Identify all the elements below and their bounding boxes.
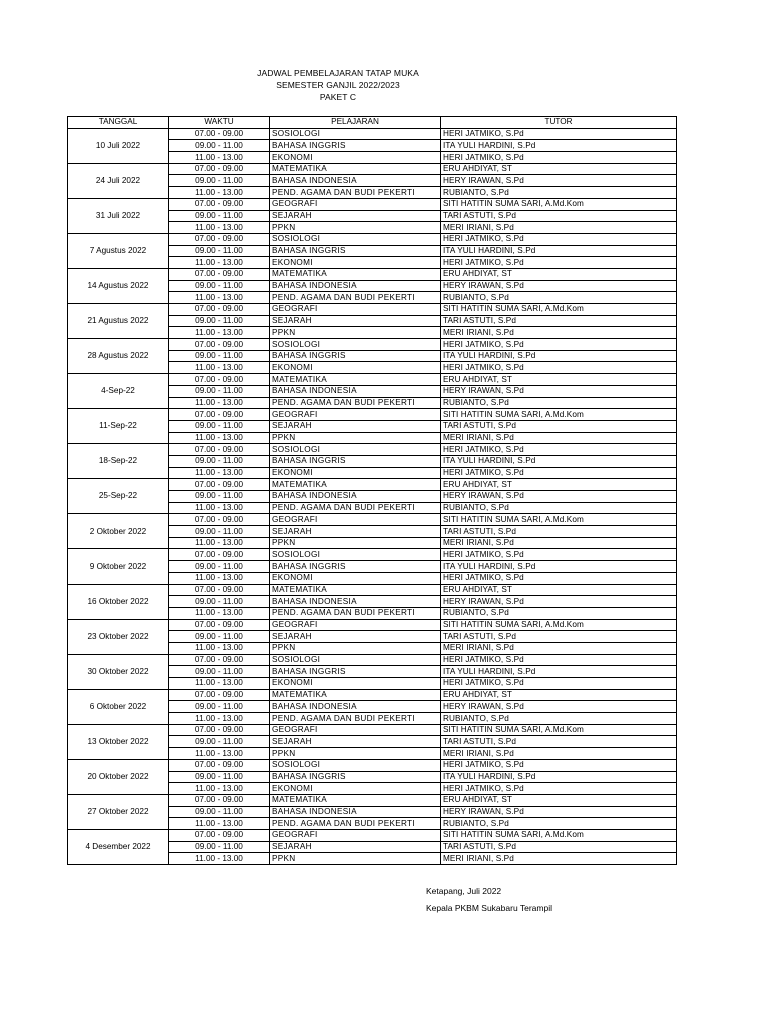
date-cell: 24 Juli 2022 <box>68 163 169 198</box>
time-cell: 11.00 - 13.00 <box>169 713 270 725</box>
subject-cell: PEND. AGAMA DAN BUDI PEKERTI <box>270 397 441 409</box>
tutor-cell: MERI IRIANI, S.Pd <box>441 537 677 549</box>
package-label: PAKET C <box>319 92 357 102</box>
subject-cell: PPKN <box>270 222 441 234</box>
tutor-cell: ERU AHDIYAT, ST <box>441 689 677 701</box>
time-cell: 09.00 - 11.00 <box>169 841 270 853</box>
subject-cell: GEOGRAFI <box>270 198 441 210</box>
tutor-cell: ITA YULI HARDINI, S.Pd <box>441 455 677 467</box>
date-cell: 28 Agustus 2022 <box>68 339 169 374</box>
tutor-cell: HERI JATMIKO, S.Pd <box>441 572 677 584</box>
subject-cell: EKONOMI <box>270 572 441 584</box>
tutor-cell: TARI ASTUTI, S.Pd <box>441 736 677 748</box>
time-cell: 09.00 - 11.00 <box>169 245 270 257</box>
table-header-row <box>68 117 677 129</box>
time-cell: 11.00 - 13.00 <box>169 537 270 549</box>
tutor-cell: MERI IRIANI, S.Pd <box>441 327 677 339</box>
tutor-cell: HERY IRAWAN, S.Pd <box>441 175 677 187</box>
table-row <box>68 409 677 421</box>
subject-cell: BAHASA INGGRIS <box>270 771 441 783</box>
table-row <box>68 619 677 631</box>
time-cell: 07.00 - 09.00 <box>169 479 270 491</box>
date-cell: 27 Oktober 2022 <box>68 794 169 829</box>
subject-cell: PPKN <box>270 642 441 654</box>
tutor-cell: ERU AHDIYAT, ST <box>441 268 677 280</box>
subject-cell: SOSIOLOGI <box>270 339 441 351</box>
subject-cell: BAHASA INGGRIS <box>270 455 441 467</box>
date-cell: 11-Sep-22 <box>68 409 169 444</box>
tutor-cell: ITA YULI HARDINI, S.Pd <box>441 561 677 573</box>
date-cell: 20 Oktober 2022 <box>68 759 169 794</box>
tutor-cell: HERY IRAWAN, S.Pd <box>441 491 677 503</box>
subject-cell: BAHASA INDONESIA <box>270 701 441 713</box>
tutor-cell: HERI JATMIKO, S.Pd <box>441 759 677 771</box>
tutor-cell: HERY IRAWAN, S.Pd <box>441 596 677 608</box>
time-cell: 11.00 - 13.00 <box>169 362 270 374</box>
subject-cell: EKONOMI <box>270 362 441 374</box>
time-cell: 07.00 - 09.00 <box>169 829 270 841</box>
time-cell: 11.00 - 13.00 <box>169 222 270 234</box>
date-cell: 9 Oktober 2022 <box>68 549 169 584</box>
time-cell: 11.00 - 13.00 <box>169 607 270 619</box>
subject-cell: BAHASA INDONESIA <box>270 596 441 608</box>
tutor-cell: ITA YULI HARDINI, S.Pd <box>441 666 677 678</box>
date-cell: 10 Juli 2022 <box>68 128 169 163</box>
tutor-cell: MERI IRIANI, S.Pd <box>441 748 677 760</box>
time-cell: 07.00 - 09.00 <box>169 514 270 526</box>
tutor-cell: TARI ASTUTI, S.Pd <box>441 631 677 643</box>
tutor-cell: SITI HATITIN SUMA SARI, A.Md.Kom <box>441 514 677 526</box>
time-cell: 11.00 - 13.00 <box>169 257 270 269</box>
time-cell: 11.00 - 13.00 <box>169 572 270 584</box>
time-cell: 07.00 - 09.00 <box>169 654 270 666</box>
date-cell: 2 Oktober 2022 <box>68 514 169 549</box>
table-row <box>68 549 677 561</box>
table-row <box>68 514 677 526</box>
subject-cell: MATEMATIKA <box>270 163 441 175</box>
subject-cell: BAHASA INDONESIA <box>270 385 441 397</box>
tutor-cell: MERI IRIANI, S.Pd <box>441 642 677 654</box>
time-cell: 09.00 - 11.00 <box>169 280 270 292</box>
subject-cell: GEOGRAFI <box>270 514 441 526</box>
time-cell: 07.00 - 09.00 <box>169 268 270 280</box>
tutor-cell: ITA YULI HARDINI, S.Pd <box>441 245 677 257</box>
subject-cell: SEJARAH <box>270 420 441 432</box>
table-row <box>68 689 677 701</box>
time-cell: 09.00 - 11.00 <box>169 455 270 467</box>
subject-cell: MATEMATIKA <box>270 584 441 596</box>
subject-cell: MATEMATIKA <box>270 689 441 701</box>
tutor-cell: HERI JATMIKO, S.Pd <box>441 233 677 245</box>
tutor-cell: TARI ASTUTI, S.Pd <box>441 841 677 853</box>
time-cell: 11.00 - 13.00 <box>169 818 270 830</box>
time-cell: 11.00 - 13.00 <box>169 397 270 409</box>
table-row <box>68 233 677 245</box>
tutor-cell: TARI ASTUTI, S.Pd <box>441 315 677 327</box>
subject-cell: BAHASA INGGRIS <box>270 350 441 362</box>
tutor-cell: HERI JATMIKO, S.Pd <box>441 549 677 561</box>
tutor-cell: TARI ASTUTI, S.Pd <box>441 420 677 432</box>
tutor-cell: MERI IRIANI, S.Pd <box>441 432 677 444</box>
subject-cell: PPKN <box>270 748 441 760</box>
time-cell: 09.00 - 11.00 <box>169 561 270 573</box>
time-cell: 07.00 - 09.00 <box>169 584 270 596</box>
subject-cell: PEND. AGAMA DAN BUDI PEKERTI <box>270 818 441 830</box>
subject-cell: SOSIOLOGI <box>270 444 441 456</box>
table-row <box>68 724 677 736</box>
time-cell: 09.00 - 11.00 <box>169 771 270 783</box>
subject-cell: EKONOMI <box>270 257 441 269</box>
time-cell: 11.00 - 13.00 <box>169 467 270 479</box>
subject-cell: GEOGRAFI <box>270 829 441 841</box>
table-row <box>68 163 677 175</box>
tutor-cell: HERI JATMIKO, S.Pd <box>441 152 677 164</box>
tutor-cell: HERI JATMIKO, S.Pd <box>441 339 677 351</box>
time-cell: 09.00 - 11.00 <box>169 210 270 222</box>
tutor-cell: RUBIANTO, S.Pd <box>441 818 677 830</box>
time-cell: 11.00 - 13.00 <box>169 292 270 304</box>
subject-cell: PEND. AGAMA DAN BUDI PEKERTI <box>270 607 441 619</box>
subject-cell: SEJARAH <box>270 315 441 327</box>
tutor-cell: HERI JATMIKO, S.Pd <box>441 444 677 456</box>
table-row <box>68 198 677 210</box>
table-row <box>68 268 677 280</box>
time-cell: 11.00 - 13.00 <box>169 187 270 199</box>
tutor-cell: MERI IRIANI, S.Pd <box>441 853 677 865</box>
schedule-table <box>67 116 677 865</box>
subject-cell: SOSIOLOGI <box>270 654 441 666</box>
date-cell: 16 Oktober 2022 <box>68 584 169 619</box>
time-cell: 09.00 - 11.00 <box>169 596 270 608</box>
subject-cell: PPKN <box>270 327 441 339</box>
date-cell: 18-Sep-22 <box>68 444 169 479</box>
subject-cell: MATEMATIKA <box>270 794 441 806</box>
subject-cell: EKONOMI <box>270 467 441 479</box>
table-row <box>68 584 677 596</box>
tutor-cell: HERI JATMIKO, S.Pd <box>441 467 677 479</box>
time-cell: 11.00 - 13.00 <box>169 502 270 514</box>
subject-cell: SOSIOLOGI <box>270 759 441 771</box>
tutor-cell: RUBIANTO, S.Pd <box>441 397 677 409</box>
subject-cell: MATEMATIKA <box>270 374 441 386</box>
subject-cell: PPKN <box>270 432 441 444</box>
tutor-cell: HERY IRAWAN, S.Pd <box>441 701 677 713</box>
time-cell: 07.00 - 09.00 <box>169 444 270 456</box>
date-cell: 13 Oktober 2022 <box>68 724 169 759</box>
date-cell: 14 Agustus 2022 <box>68 268 169 303</box>
subject-cell: SEJARAH <box>270 841 441 853</box>
tutor-cell: RUBIANTO, S.Pd <box>441 292 677 304</box>
subject-cell: BAHASA INDONESIA <box>270 280 441 292</box>
time-cell: 09.00 - 11.00 <box>169 491 270 503</box>
time-cell: 09.00 - 11.00 <box>169 526 270 538</box>
subject-cell: EKONOMI <box>270 678 441 690</box>
table-row <box>68 128 677 140</box>
time-cell: 09.00 - 11.00 <box>169 631 270 643</box>
time-cell: 07.00 - 09.00 <box>169 339 270 351</box>
time-cell: 11.00 - 13.00 <box>169 432 270 444</box>
tutor-cell: MERI IRIANI, S.Pd <box>441 222 677 234</box>
table-row <box>68 374 677 386</box>
date-cell: 23 Oktober 2022 <box>68 619 169 654</box>
tutor-cell: ITA YULI HARDINI, S.Pd <box>441 350 677 362</box>
table-row <box>68 829 677 841</box>
signature-place-date: Ketapang, Juli 2022 <box>426 886 502 896</box>
time-cell: 09.00 - 11.00 <box>169 385 270 397</box>
tutor-cell: HERI JATMIKO, S.Pd <box>441 128 677 140</box>
subject-cell: GEOGRAFI <box>270 619 441 631</box>
time-cell: 11.00 - 13.00 <box>169 678 270 690</box>
tutor-cell: SITI HATITIN SUMA SARI, A.Md.Kom <box>441 619 677 631</box>
subject-cell: BAHASA INDONESIA <box>270 806 441 818</box>
time-cell: 07.00 - 09.00 <box>169 409 270 421</box>
tutor-cell: HERI JATMIKO, S.Pd <box>441 678 677 690</box>
tutor-cell: SITI HATITIN SUMA SARI, A.Md.Kom <box>441 724 677 736</box>
subject-cell: SOSIOLOGI <box>270 549 441 561</box>
subject-cell: EKONOMI <box>270 783 441 795</box>
time-cell: 11.00 - 13.00 <box>169 327 270 339</box>
subject-cell: GEOGRAFI <box>270 304 441 316</box>
time-cell: 09.00 - 11.00 <box>169 350 270 362</box>
subject-cell: PPKN <box>270 537 441 549</box>
time-cell: 07.00 - 09.00 <box>169 619 270 631</box>
tutor-cell: HERI JATMIKO, S.Pd <box>441 654 677 666</box>
time-cell: 07.00 - 09.00 <box>169 163 270 175</box>
time-cell: 07.00 - 09.00 <box>169 689 270 701</box>
tutor-cell: RUBIANTO, S.Pd <box>441 187 677 199</box>
date-cell: 31 Juli 2022 <box>68 198 169 233</box>
document-title: JADWAL PEMBELAJARAN TATAP MUKA <box>257 68 419 78</box>
time-cell: 07.00 - 09.00 <box>169 724 270 736</box>
subject-cell: MATEMATIKA <box>270 479 441 491</box>
subject-cell: SOSIOLOGI <box>270 128 441 140</box>
tutor-cell: TARI ASTUTI, S.Pd <box>441 210 677 222</box>
tutor-cell: HERI JATMIKO, S.Pd <box>441 362 677 374</box>
time-cell: 09.00 - 11.00 <box>169 701 270 713</box>
table-row <box>68 304 677 316</box>
subject-cell: PPKN <box>270 853 441 865</box>
subject-cell: PEND. AGAMA DAN BUDI PEKERTI <box>270 502 441 514</box>
subject-cell: BAHASA INDONESIA <box>270 491 441 503</box>
tutor-cell: RUBIANTO, S.Pd <box>441 713 677 725</box>
subject-cell: SEJARAH <box>270 210 441 222</box>
subject-cell: GEOGRAFI <box>270 409 441 421</box>
time-cell: 11.00 - 13.00 <box>169 152 270 164</box>
time-cell: 09.00 - 11.00 <box>169 420 270 432</box>
tutor-cell: ITA YULI HARDINI, S.Pd <box>441 771 677 783</box>
time-cell: 09.00 - 11.00 <box>169 666 270 678</box>
column-header-tutor: TUTOR <box>441 117 677 129</box>
subject-cell: PEND. AGAMA DAN BUDI PEKERTI <box>270 713 441 725</box>
tutor-cell: RUBIANTO, S.Pd <box>441 502 677 514</box>
date-cell: 7 Agustus 2022 <box>68 233 169 268</box>
date-cell: 4 Desember 2022 <box>68 829 169 864</box>
time-cell: 11.00 - 13.00 <box>169 748 270 760</box>
table-row <box>68 339 677 351</box>
tutor-cell: ERU AHDIYAT, ST <box>441 794 677 806</box>
tutor-cell: HERY IRAWAN, S.Pd <box>441 280 677 292</box>
subject-cell: SEJARAH <box>270 526 441 538</box>
tutor-cell: SITI HATITIN SUMA SARI, A.Md.Kom <box>441 829 677 841</box>
signature-title: Kepala PKBM Sukabaru Terampil <box>426 903 552 913</box>
table-row <box>68 794 677 806</box>
subject-cell: SEJARAH <box>270 736 441 748</box>
time-cell: 07.00 - 09.00 <box>169 794 270 806</box>
time-cell: 11.00 - 13.00 <box>169 853 270 865</box>
subject-cell: MATEMATIKA <box>270 268 441 280</box>
table-row <box>68 444 677 456</box>
subject-cell: GEOGRAFI <box>270 724 441 736</box>
time-cell: 07.00 - 09.00 <box>169 374 270 386</box>
tutor-cell: SITI HATITIN SUMA SARI, A.Md.Kom <box>441 409 677 421</box>
tutor-cell: HERY IRAWAN, S.Pd <box>441 385 677 397</box>
table-row <box>68 654 677 666</box>
semester-label: SEMESTER GANJIL 2022/2023 <box>276 80 400 90</box>
subject-cell: BAHASA INGGRIS <box>270 140 441 152</box>
tutor-cell: ERU AHDIYAT, ST <box>441 163 677 175</box>
time-cell: 07.00 - 09.00 <box>169 128 270 140</box>
time-cell: 11.00 - 13.00 <box>169 783 270 795</box>
tutor-cell: TARI ASTUTI, S.Pd <box>441 526 677 538</box>
tutor-cell: ITA YULI HARDINI, S.Pd <box>441 140 677 152</box>
time-cell: 09.00 - 11.00 <box>169 315 270 327</box>
tutor-cell: ERU AHDIYAT, ST <box>441 374 677 386</box>
time-cell: 09.00 - 11.00 <box>169 175 270 187</box>
table-row <box>68 479 677 491</box>
tutor-cell: ERU AHDIYAT, ST <box>441 479 677 491</box>
tutor-cell: HERI JATMIKO, S.Pd <box>441 783 677 795</box>
column-header-subject: PELAJARAN <box>270 117 441 129</box>
tutor-cell: SITI HATITIN SUMA SARI, A.Md.Kom <box>441 198 677 210</box>
tutor-cell: SITI HATITIN SUMA SARI, A.Md.Kom <box>441 304 677 316</box>
date-cell: 6 Oktober 2022 <box>68 689 169 724</box>
time-cell: 07.00 - 09.00 <box>169 198 270 210</box>
subject-cell: BAHASA INDONESIA <box>270 175 441 187</box>
time-cell: 07.00 - 09.00 <box>169 233 270 245</box>
time-cell: 09.00 - 11.00 <box>169 806 270 818</box>
time-cell: 11.00 - 13.00 <box>169 642 270 654</box>
time-cell: 09.00 - 11.00 <box>169 140 270 152</box>
tutor-cell: RUBIANTO, S.Pd <box>441 607 677 619</box>
subject-cell: BAHASA INGGRIS <box>270 561 441 573</box>
date-cell: 21 Agustus 2022 <box>68 304 169 339</box>
tutor-cell: HERY IRAWAN, S.Pd <box>441 806 677 818</box>
time-cell: 07.00 - 09.00 <box>169 304 270 316</box>
date-cell: 25-Sep-22 <box>68 479 169 514</box>
time-cell: 07.00 - 09.00 <box>169 549 270 561</box>
time-cell: 07.00 - 09.00 <box>169 759 270 771</box>
date-cell: 30 Oktober 2022 <box>68 654 169 689</box>
subject-cell: SOSIOLOGI <box>270 233 441 245</box>
date-cell: 4-Sep-22 <box>68 374 169 409</box>
tutor-cell: ERU AHDIYAT, ST <box>441 584 677 596</box>
subject-cell: SEJARAH <box>270 631 441 643</box>
tutor-cell: HERI JATMIKO, S.Pd <box>441 257 677 269</box>
schedule-body <box>68 128 677 864</box>
table-row <box>68 759 677 771</box>
column-header-time: WAKTU <box>169 117 270 129</box>
subject-cell: BAHASA INGGRIS <box>270 245 441 257</box>
subject-cell: PEND. AGAMA DAN BUDI PEKERTI <box>270 187 441 199</box>
subject-cell: EKONOMI <box>270 152 441 164</box>
time-cell: 09.00 - 11.00 <box>169 736 270 748</box>
subject-cell: BAHASA INGGRIS <box>270 666 441 678</box>
subject-cell: PEND. AGAMA DAN BUDI PEKERTI <box>270 292 441 304</box>
column-header-date: TANGGAL <box>68 117 169 129</box>
